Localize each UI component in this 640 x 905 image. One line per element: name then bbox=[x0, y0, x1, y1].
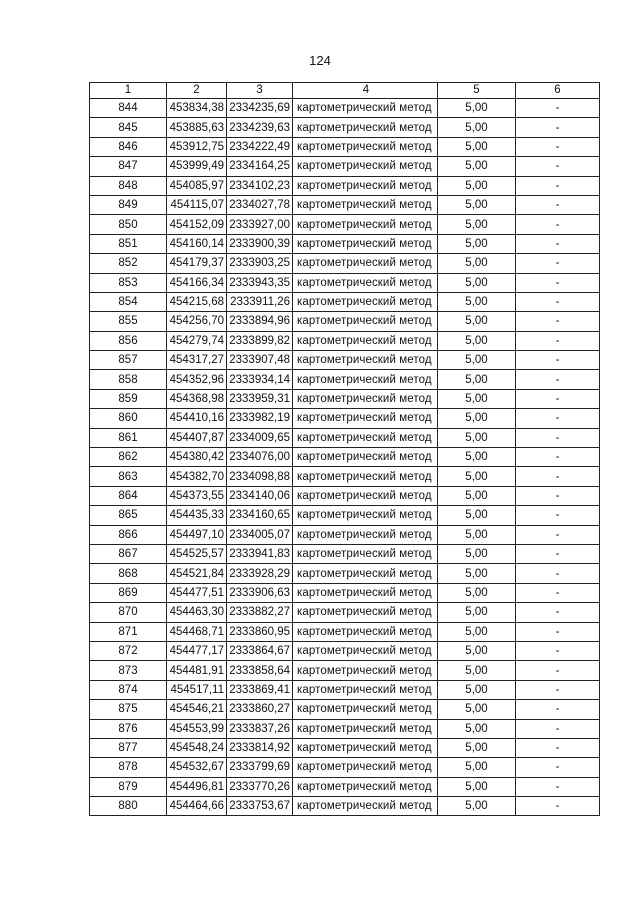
note-cell: - bbox=[516, 448, 600, 467]
note-cell: - bbox=[516, 331, 600, 350]
point-number-cell: 872 bbox=[90, 641, 167, 660]
note-cell: - bbox=[516, 661, 600, 680]
method-cell: картометрический метод bbox=[293, 234, 438, 253]
accuracy-cell: 5,00 bbox=[438, 428, 516, 447]
x-coordinate-cell: 453999,49 bbox=[167, 157, 227, 176]
x-coordinate-cell: 454085,97 bbox=[167, 176, 227, 195]
note-cell: - bbox=[516, 428, 600, 447]
x-coordinate-cell: 453912,75 bbox=[167, 137, 227, 156]
x-coordinate-cell: 454553,99 bbox=[167, 719, 227, 738]
table-row bbox=[90, 137, 600, 156]
accuracy-cell: 5,00 bbox=[438, 137, 516, 156]
accuracy-cell: 5,00 bbox=[438, 312, 516, 331]
x-coordinate-cell: 454352,96 bbox=[167, 370, 227, 389]
method-cell: картометрический метод bbox=[293, 118, 438, 137]
point-number-cell: 851 bbox=[90, 234, 167, 253]
note-cell: - bbox=[516, 700, 600, 719]
y-coordinate-cell: 2333900,39 bbox=[227, 234, 293, 253]
note-cell: - bbox=[516, 641, 600, 660]
note-cell: - bbox=[516, 137, 600, 156]
point-number-cell: 859 bbox=[90, 389, 167, 408]
method-cell: картометрический метод bbox=[293, 448, 438, 467]
coordinates-table bbox=[89, 82, 600, 816]
table-row bbox=[90, 486, 600, 505]
point-number-cell: 847 bbox=[90, 157, 167, 176]
x-coordinate-cell: 454115,07 bbox=[167, 195, 227, 214]
y-coordinate-cell: 2333959,31 bbox=[227, 389, 293, 408]
accuracy-cell: 5,00 bbox=[438, 234, 516, 253]
table-row bbox=[90, 99, 600, 118]
table-row bbox=[90, 448, 600, 467]
method-cell: картометрический метод bbox=[293, 641, 438, 660]
table-row bbox=[90, 409, 600, 428]
accuracy-cell: 5,00 bbox=[438, 118, 516, 137]
method-cell: картометрический метод bbox=[293, 312, 438, 331]
x-coordinate-cell: 454464,66 bbox=[167, 797, 227, 816]
point-number-cell: 875 bbox=[90, 700, 167, 719]
header-cell-1: 1 bbox=[90, 83, 167, 99]
accuracy-cell: 5,00 bbox=[438, 700, 516, 719]
note-cell: - bbox=[516, 215, 600, 234]
x-coordinate-cell: 454548,24 bbox=[167, 738, 227, 757]
method-cell: картометрический метод bbox=[293, 506, 438, 525]
y-coordinate-cell: 2333943,35 bbox=[227, 273, 293, 292]
accuracy-cell: 5,00 bbox=[438, 273, 516, 292]
table-row bbox=[90, 467, 600, 486]
accuracy-cell: 5,00 bbox=[438, 195, 516, 214]
note-cell: - bbox=[516, 758, 600, 777]
header-cell-5: 5 bbox=[438, 83, 516, 99]
accuracy-cell: 5,00 bbox=[438, 544, 516, 563]
header-cell-4: 4 bbox=[293, 83, 438, 99]
note-cell: - bbox=[516, 254, 600, 273]
note-cell: - bbox=[516, 583, 600, 602]
x-coordinate-cell: 454373,55 bbox=[167, 486, 227, 505]
method-cell: картометрический метод bbox=[293, 254, 438, 273]
y-coordinate-cell: 2334005,07 bbox=[227, 525, 293, 544]
table-row bbox=[90, 234, 600, 253]
note-cell: - bbox=[516, 389, 600, 408]
x-coordinate-cell: 454525,57 bbox=[167, 544, 227, 563]
table-row bbox=[90, 700, 600, 719]
table-row bbox=[90, 641, 600, 660]
y-coordinate-cell: 2333982,19 bbox=[227, 409, 293, 428]
accuracy-cell: 5,00 bbox=[438, 331, 516, 350]
x-coordinate-cell: 454532,67 bbox=[167, 758, 227, 777]
x-coordinate-cell: 454407,87 bbox=[167, 428, 227, 447]
accuracy-cell: 5,00 bbox=[438, 292, 516, 311]
point-number-cell: 865 bbox=[90, 506, 167, 525]
point-number-cell: 877 bbox=[90, 738, 167, 757]
method-cell: картометрический метод bbox=[293, 351, 438, 370]
table-header-row bbox=[90, 83, 600, 99]
accuracy-cell: 5,00 bbox=[438, 506, 516, 525]
x-coordinate-cell: 454481,91 bbox=[167, 661, 227, 680]
note-cell: - bbox=[516, 467, 600, 486]
accuracy-cell: 5,00 bbox=[438, 254, 516, 273]
note-cell: - bbox=[516, 525, 600, 544]
method-cell: картометрический метод bbox=[293, 797, 438, 816]
y-coordinate-cell: 2334098,88 bbox=[227, 467, 293, 486]
note-cell: - bbox=[516, 176, 600, 195]
y-coordinate-cell: 2333894,96 bbox=[227, 312, 293, 331]
x-coordinate-cell: 454435,33 bbox=[167, 506, 227, 525]
method-cell: картометрический метод bbox=[293, 157, 438, 176]
y-coordinate-cell: 2333860,27 bbox=[227, 700, 293, 719]
accuracy-cell: 5,00 bbox=[438, 661, 516, 680]
point-number-cell: 863 bbox=[90, 467, 167, 486]
note-cell: - bbox=[516, 622, 600, 641]
method-cell: картометрический метод bbox=[293, 525, 438, 544]
accuracy-cell: 5,00 bbox=[438, 176, 516, 195]
x-coordinate-cell: 454477,51 bbox=[167, 583, 227, 602]
y-coordinate-cell: 2334140,06 bbox=[227, 486, 293, 505]
table-row bbox=[90, 118, 600, 137]
header-cell-2: 2 bbox=[167, 83, 227, 99]
table-row bbox=[90, 506, 600, 525]
table-row bbox=[90, 370, 600, 389]
point-number-cell: 858 bbox=[90, 370, 167, 389]
point-number-cell: 855 bbox=[90, 312, 167, 331]
y-coordinate-cell: 2333799,69 bbox=[227, 758, 293, 777]
point-number-cell: 874 bbox=[90, 680, 167, 699]
y-coordinate-cell: 2333869,41 bbox=[227, 680, 293, 699]
y-coordinate-cell: 2333753,67 bbox=[227, 797, 293, 816]
point-number-cell: 878 bbox=[90, 758, 167, 777]
note-cell: - bbox=[516, 506, 600, 525]
table-row bbox=[90, 564, 600, 583]
method-cell: картометрический метод bbox=[293, 99, 438, 118]
x-coordinate-cell: 454468,71 bbox=[167, 622, 227, 641]
x-coordinate-cell: 454496,81 bbox=[167, 777, 227, 796]
table-row bbox=[90, 428, 600, 447]
method-cell: картометрический метод bbox=[293, 603, 438, 622]
note-cell: - bbox=[516, 195, 600, 214]
table-row bbox=[90, 680, 600, 699]
header-cell-6: 6 bbox=[516, 83, 600, 99]
method-cell: картометрический метод bbox=[293, 544, 438, 563]
y-coordinate-cell: 2333860,95 bbox=[227, 622, 293, 641]
note-cell: - bbox=[516, 370, 600, 389]
point-number-cell: 853 bbox=[90, 273, 167, 292]
point-number-cell: 871 bbox=[90, 622, 167, 641]
point-number-cell: 870 bbox=[90, 603, 167, 622]
note-cell: - bbox=[516, 292, 600, 311]
y-coordinate-cell: 2333864,67 bbox=[227, 641, 293, 660]
method-cell: картометрический метод bbox=[293, 137, 438, 156]
table-body bbox=[90, 83, 600, 816]
y-coordinate-cell: 2334027,78 bbox=[227, 195, 293, 214]
accuracy-cell: 5,00 bbox=[438, 351, 516, 370]
header-cell-3: 3 bbox=[227, 83, 293, 99]
table-row bbox=[90, 389, 600, 408]
x-coordinate-cell: 453885,63 bbox=[167, 118, 227, 137]
x-coordinate-cell: 454410,16 bbox=[167, 409, 227, 428]
note-cell: - bbox=[516, 409, 600, 428]
point-number-cell: 861 bbox=[90, 428, 167, 447]
note-cell: - bbox=[516, 719, 600, 738]
y-coordinate-cell: 2333882,27 bbox=[227, 603, 293, 622]
table-row bbox=[90, 525, 600, 544]
point-number-cell: 862 bbox=[90, 448, 167, 467]
accuracy-cell: 5,00 bbox=[438, 486, 516, 505]
accuracy-cell: 5,00 bbox=[438, 758, 516, 777]
note-cell: - bbox=[516, 234, 600, 253]
method-cell: картометрический метод bbox=[293, 777, 438, 796]
x-coordinate-cell: 454256,70 bbox=[167, 312, 227, 331]
note-cell: - bbox=[516, 544, 600, 563]
x-coordinate-cell: 454521,84 bbox=[167, 564, 227, 583]
x-coordinate-cell: 454477,17 bbox=[167, 641, 227, 660]
note-cell: - bbox=[516, 603, 600, 622]
table-row bbox=[90, 622, 600, 641]
table-row bbox=[90, 351, 600, 370]
point-number-cell: 879 bbox=[90, 777, 167, 796]
accuracy-cell: 5,00 bbox=[438, 409, 516, 428]
y-coordinate-cell: 2333899,82 bbox=[227, 331, 293, 350]
x-coordinate-cell: 454166,34 bbox=[167, 273, 227, 292]
note-cell: - bbox=[516, 99, 600, 118]
note-cell: - bbox=[516, 351, 600, 370]
page-number: 124 bbox=[309, 53, 331, 68]
method-cell: картометрический метод bbox=[293, 292, 438, 311]
table-row bbox=[90, 758, 600, 777]
method-cell: картометрический метод bbox=[293, 389, 438, 408]
accuracy-cell: 5,00 bbox=[438, 370, 516, 389]
method-cell: картометрический метод bbox=[293, 370, 438, 389]
point-number-cell: 880 bbox=[90, 797, 167, 816]
accuracy-cell: 5,00 bbox=[438, 99, 516, 118]
table-row bbox=[90, 738, 600, 757]
table-row bbox=[90, 583, 600, 602]
y-coordinate-cell: 2333941,83 bbox=[227, 544, 293, 563]
point-number-cell: 864 bbox=[90, 486, 167, 505]
point-number-cell: 866 bbox=[90, 525, 167, 544]
point-number-cell: 849 bbox=[90, 195, 167, 214]
x-coordinate-cell: 454368,98 bbox=[167, 389, 227, 408]
accuracy-cell: 5,00 bbox=[438, 680, 516, 699]
point-number-cell: 845 bbox=[90, 118, 167, 137]
accuracy-cell: 5,00 bbox=[438, 215, 516, 234]
point-number-cell: 854 bbox=[90, 292, 167, 311]
accuracy-cell: 5,00 bbox=[438, 564, 516, 583]
y-coordinate-cell: 2333858,64 bbox=[227, 661, 293, 680]
y-coordinate-cell: 2333770,26 bbox=[227, 777, 293, 796]
method-cell: картометрический метод bbox=[293, 195, 438, 214]
method-cell: картометрический метод bbox=[293, 409, 438, 428]
note-cell: - bbox=[516, 157, 600, 176]
table-row bbox=[90, 254, 600, 273]
table-row bbox=[90, 797, 600, 816]
accuracy-cell: 5,00 bbox=[438, 797, 516, 816]
note-cell: - bbox=[516, 273, 600, 292]
point-number-cell: 856 bbox=[90, 331, 167, 350]
y-coordinate-cell: 2333928,29 bbox=[227, 564, 293, 583]
table-row bbox=[90, 603, 600, 622]
y-coordinate-cell: 2334160,65 bbox=[227, 506, 293, 525]
note-cell: - bbox=[516, 564, 600, 583]
y-coordinate-cell: 2333934,14 bbox=[227, 370, 293, 389]
y-coordinate-cell: 2334009,65 bbox=[227, 428, 293, 447]
table-row bbox=[90, 176, 600, 195]
note-cell: - bbox=[516, 738, 600, 757]
method-cell: картометрический метод bbox=[293, 176, 438, 195]
note-cell: - bbox=[516, 680, 600, 699]
accuracy-cell: 5,00 bbox=[438, 389, 516, 408]
y-coordinate-cell: 2334164,25 bbox=[227, 157, 293, 176]
note-cell: - bbox=[516, 312, 600, 331]
accuracy-cell: 5,00 bbox=[438, 777, 516, 796]
method-cell: картометрический метод bbox=[293, 273, 438, 292]
accuracy-cell: 5,00 bbox=[438, 622, 516, 641]
method-cell: картометрический метод bbox=[293, 622, 438, 641]
method-cell: картометрический метод bbox=[293, 331, 438, 350]
y-coordinate-cell: 2333911,26 bbox=[227, 292, 293, 311]
point-number-cell: 848 bbox=[90, 176, 167, 195]
point-number-cell: 867 bbox=[90, 544, 167, 563]
x-coordinate-cell: 454517,11 bbox=[167, 680, 227, 699]
y-coordinate-cell: 2334222,49 bbox=[227, 137, 293, 156]
y-coordinate-cell: 2333903,25 bbox=[227, 254, 293, 273]
method-cell: картометрический метод bbox=[293, 700, 438, 719]
table-row bbox=[90, 544, 600, 563]
accuracy-cell: 5,00 bbox=[438, 583, 516, 602]
point-number-cell: 846 bbox=[90, 137, 167, 156]
table-row bbox=[90, 195, 600, 214]
method-cell: картометрический метод bbox=[293, 428, 438, 447]
y-coordinate-cell: 2334235,69 bbox=[227, 99, 293, 118]
x-coordinate-cell: 454463,30 bbox=[167, 603, 227, 622]
point-number-cell: 869 bbox=[90, 583, 167, 602]
point-number-cell: 857 bbox=[90, 351, 167, 370]
y-coordinate-cell: 2333814,92 bbox=[227, 738, 293, 757]
note-cell: - bbox=[516, 777, 600, 796]
method-cell: картометрический метод bbox=[293, 719, 438, 738]
accuracy-cell: 5,00 bbox=[438, 719, 516, 738]
point-number-cell: 873 bbox=[90, 661, 167, 680]
accuracy-cell: 5,00 bbox=[438, 157, 516, 176]
y-coordinate-cell: 2333906,63 bbox=[227, 583, 293, 602]
method-cell: картометрический метод bbox=[293, 680, 438, 699]
x-coordinate-cell: 454497,10 bbox=[167, 525, 227, 544]
x-coordinate-cell: 454380,42 bbox=[167, 448, 227, 467]
table-row bbox=[90, 273, 600, 292]
point-number-cell: 876 bbox=[90, 719, 167, 738]
method-cell: картометрический метод bbox=[293, 583, 438, 602]
point-number-cell: 868 bbox=[90, 564, 167, 583]
y-coordinate-cell: 2334239,63 bbox=[227, 118, 293, 137]
point-number-cell: 850 bbox=[90, 215, 167, 234]
accuracy-cell: 5,00 bbox=[438, 641, 516, 660]
x-coordinate-cell: 454382,70 bbox=[167, 467, 227, 486]
x-coordinate-cell: 454215,68 bbox=[167, 292, 227, 311]
x-coordinate-cell: 454179,37 bbox=[167, 254, 227, 273]
method-cell: картометрический метод bbox=[293, 467, 438, 486]
accuracy-cell: 5,00 bbox=[438, 448, 516, 467]
point-number-cell: 852 bbox=[90, 254, 167, 273]
x-coordinate-cell: 454160,14 bbox=[167, 234, 227, 253]
method-cell: картометрический метод bbox=[293, 486, 438, 505]
accuracy-cell: 5,00 bbox=[438, 467, 516, 486]
table-row bbox=[90, 331, 600, 350]
x-coordinate-cell: 454317,27 bbox=[167, 351, 227, 370]
x-coordinate-cell: 454152,09 bbox=[167, 215, 227, 234]
y-coordinate-cell: 2333837,26 bbox=[227, 719, 293, 738]
note-cell: - bbox=[516, 797, 600, 816]
method-cell: картометрический метод bbox=[293, 758, 438, 777]
accuracy-cell: 5,00 bbox=[438, 738, 516, 757]
x-coordinate-cell: 454546,21 bbox=[167, 700, 227, 719]
table-row bbox=[90, 292, 600, 311]
method-cell: картометрический метод bbox=[293, 564, 438, 583]
point-number-cell: 844 bbox=[90, 99, 167, 118]
table-row bbox=[90, 157, 600, 176]
y-coordinate-cell: 2333907,48 bbox=[227, 351, 293, 370]
table-row bbox=[90, 215, 600, 234]
method-cell: картометрический метод bbox=[293, 215, 438, 234]
point-number-cell: 860 bbox=[90, 409, 167, 428]
table-row bbox=[90, 719, 600, 738]
x-coordinate-cell: 454279,74 bbox=[167, 331, 227, 350]
x-coordinate-cell: 453834,38 bbox=[167, 99, 227, 118]
table-row bbox=[90, 661, 600, 680]
accuracy-cell: 5,00 bbox=[438, 603, 516, 622]
table-row bbox=[90, 312, 600, 331]
note-cell: - bbox=[516, 486, 600, 505]
y-coordinate-cell: 2334076,00 bbox=[227, 448, 293, 467]
table-row bbox=[90, 777, 600, 796]
y-coordinate-cell: 2333927,00 bbox=[227, 215, 293, 234]
method-cell: картометрический метод bbox=[293, 738, 438, 757]
method-cell: картометрический метод bbox=[293, 661, 438, 680]
y-coordinate-cell: 2334102,23 bbox=[227, 176, 293, 195]
accuracy-cell: 5,00 bbox=[438, 525, 516, 544]
note-cell: - bbox=[516, 118, 600, 137]
